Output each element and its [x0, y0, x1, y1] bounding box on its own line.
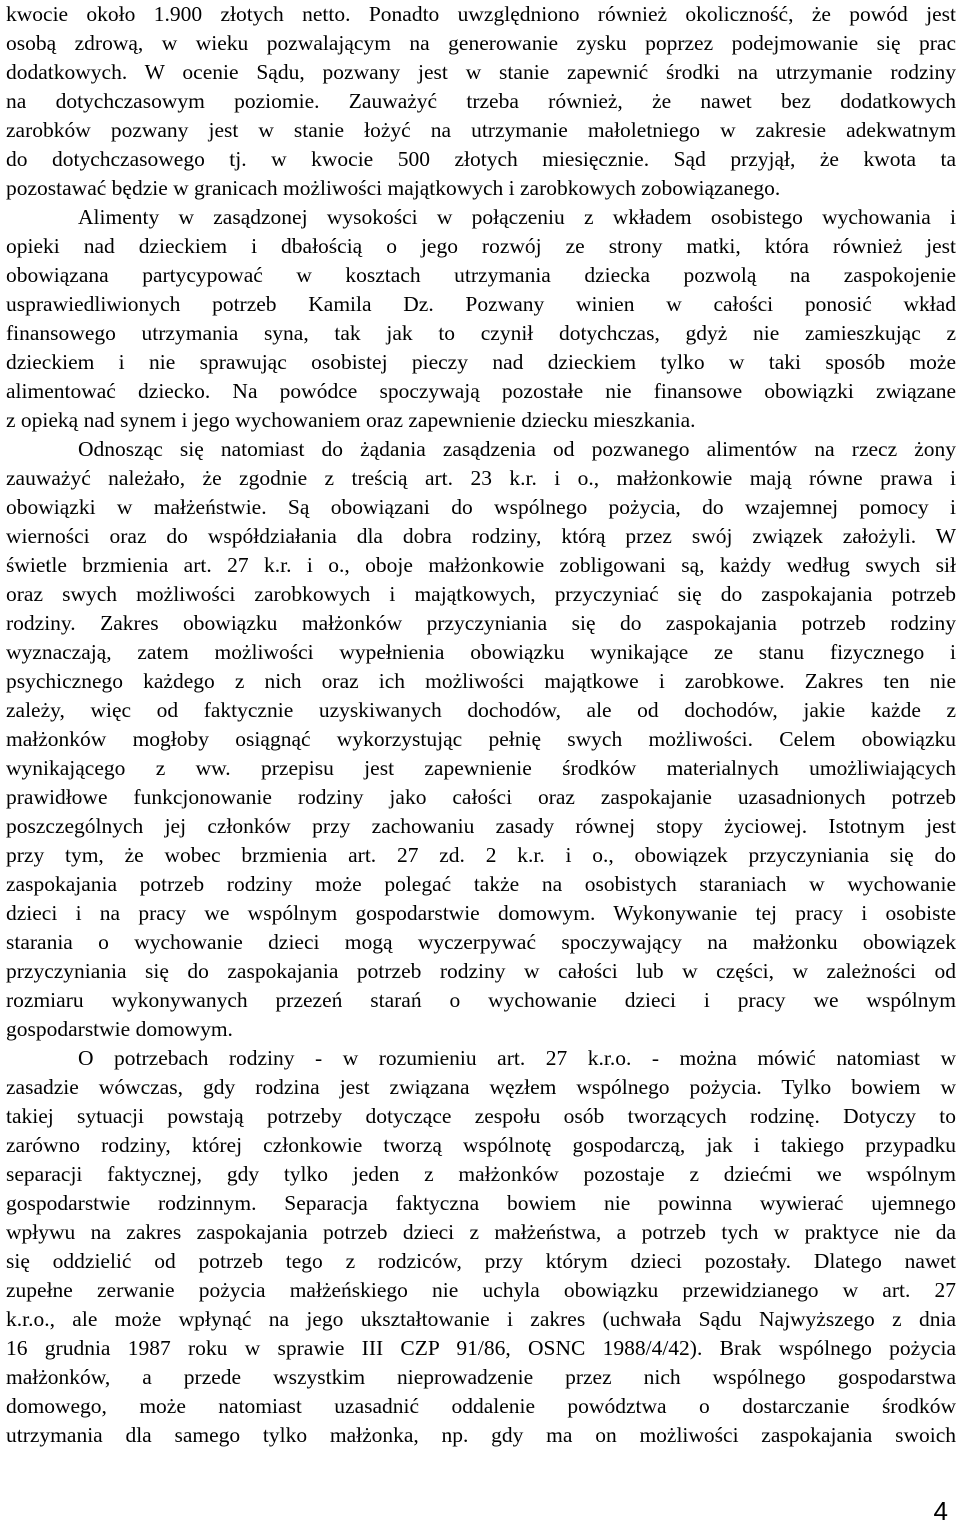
text-line: świetle brzmienia art. 27 k.r. i o., oboje małżonkowie zobligowani są, każdy według swych sił [6, 553, 956, 577]
text-line: małżonków mogłoby osiągnąć wykorzystując pełnię swych możliwości. Celem obowiązku [6, 727, 956, 751]
text-line: wierności oraz do współdziałania dla dobra rodziny, którą przez swój związek założyli. W [6, 524, 956, 548]
text-line: obowiązki w małżeństwie. Są obowiązani do wspólnego pożycia, do wzajemnej pomocy i [6, 495, 956, 519]
text-line: wpływu na zakres zaspokajania potrzeb dzieci z małżeństwa, a potrzeb tych w praktyce nie da [6, 1220, 956, 1244]
text-line: na dotychczasowym poziomie. Zauważyć trzeba również, że nawet bez dodatkowych [6, 89, 956, 113]
paragraph-first-line: Odnosząc się natomiast do żądania zasądzenia od pozwanego alimentów na rzecz żony [78, 437, 956, 461]
paragraph-first-line: O potrzebach rodziny - w rozumieniu art. 27 k.r.o. - można mówić natomiast w [78, 1046, 956, 1070]
text-line: starania o wychowanie dzieci mogą wyczerpywać spoczywający na małżonku obowiązek [6, 930, 956, 954]
text-line: separacji faktycznej, gdy tylko jeden z małżonków pozostaje z dziećmi we wspólnym [6, 1162, 956, 1186]
text-line: prawidłowe funkcjonowanie rodziny jako całości oraz zaspokajanie uzasadnionych potrzeb [6, 785, 956, 809]
text-line: psychicznego każdego z nich oraz ich możliwości majątkowe i zarobkowe. Zakres ten nie [6, 669, 956, 693]
text-line: oraz swych możliwości zarobkowych i majątkowych, przyczyniać się do zaspokajania potrzeb [6, 582, 956, 606]
text-line: gospodarstwie domowym. [6, 1017, 233, 1041]
text-line: domowego, może natomiast uzasadnić oddalenie powództwa o dostarczanie środków [6, 1394, 956, 1418]
text-line: małżonków, a przede wszystkim nieprowadzenie przez nich wspólnego gospodarstwa [6, 1365, 956, 1389]
text-line: zależy, więc od faktycznie uzyskiwanych dochodów, ale od dochodów, jakie każde z [6, 698, 956, 722]
text-line: gospodarstwie rodzinnym. Separacja faktyczna bowiem nie powinna wywierać ujemnego [6, 1191, 956, 1215]
text-line: dzieckiem i nie sprawując osobistej pieczy nad dzieckiem tylko w taki sposób może [6, 350, 956, 374]
text-line: obowiązana partycypować w kosztach utrzymania dziecka pozwolą na zaspokojenie [6, 263, 956, 287]
text-line: się oddzielić od potrzeb tego z rodziców, przy którym dzieci pozostały. Dlatego nawet [6, 1249, 956, 1273]
text-line: zaspokajania potrzeb rodziny może polegać także na osobistych staraniach w wychowanie [6, 872, 956, 896]
text-line: usprawiedliwionych potrzeb Kamila Dz. Pozwany winien w całości ponosić wkład [6, 292, 956, 316]
text-line: finansowego utrzymania syna, tak jak to czynił dotychczas, gdyż nie zamieszkując z [6, 321, 956, 345]
text-line: dodatkowych. W ocenie Sądu, pozwany jest w stanie zapewnić środki na utrzymanie rodziny [6, 60, 956, 84]
text-line: k.r.o., ale może wpłynąć na jego ukształtowanie i zakres (uchwała Sądu Najwyższego z dnia [6, 1307, 956, 1331]
text-line: zupełne zerwanie pożycia małżeńskiego nie uchyla obowiązku przewidzianego w art. 27 [6, 1278, 956, 1302]
text-line: dzieci i na pracy we wspólnym gospodarstwie domowym. Wykonywanie tej pracy i osobiste [6, 901, 956, 925]
page-number: 4 [933, 1496, 948, 1526]
text-line: utrzymania dla samego tylko małżonka, np. gdy ma on możliwości zaspokajania swoich [6, 1423, 956, 1447]
text-line: zarobków pozwany jest w stanie łożyć na utrzymanie małoletniego w zakresie adekwatnym [6, 118, 956, 142]
text-line: przy tym, że wobec brzmienia art. 27 zd. 2 k.r. i o., obowiązek przyczyniania się do [6, 843, 956, 867]
text-line: 16 grudnia 1987 roku w sprawie III CZP 91/86, OSNC 1988/4/42). Brak wspólnego pożycia [6, 1336, 956, 1360]
text-line: rodziny. Zakres obowiązku małżonków przyczyniania się do zaspokajania potrzeb rodziny [6, 611, 956, 635]
text-line: osobą zdrową, w wieku pozwalającym na generowanie zysku poprzez podejmowanie się prac [6, 31, 956, 55]
text-line: rozmiaru wykonywanych przezeń starań o wychowanie dzieci i pracy we wspólnym [6, 988, 956, 1012]
text-line: alimentować dziecko. Na powódce spoczywają pozostałe nie finansowe obowiązki związane [6, 379, 956, 403]
text-line: z opieką nad synem i jego wychowaniem oraz zapewnienie dziecku mieszkania. [6, 408, 696, 432]
text-line: do dotychczasowego tj. w kwocie 500 złotych miesięcznie. Sąd przyjął, że kwota ta [6, 147, 956, 171]
text-line: takiej sytuacji powstają potrzeby dotyczące zespołu osób tworzących rodzinę. Dotyczy to [6, 1104, 956, 1128]
text-line: opieki nad dzieckiem i dbałością o jego rozwój ze strony matki, która również jest [6, 234, 956, 258]
text-line: wyznaczają, zatem możliwości wypełnienia obowiązku wynikające ze stanu fizycznego i [6, 640, 956, 664]
text-line: pozostawać będzie w granicach możliwości majątkowych i zarobkowych zobowiązanego. [6, 176, 781, 200]
text-line: zarówno rodziny, której członkowie tworzą wspólnotę gospodarczą, jak i takiego przypadku [6, 1133, 956, 1157]
paragraph-first-line: Alimenty w zasądzonej wysokości w połączeniu z wkładem osobistego wychowania i [78, 205, 956, 229]
text-line: zauważyć należało, że zgodnie z treścią art. 23 k.r. i o., małżonkowie mają równe prawa i [6, 466, 956, 490]
text-line: poszczególnych jej członków przy zachowaniu zasady równej stopy życiowej. Istotnym jest [6, 814, 956, 838]
text-line: kwocie około 1.900 złotych netto. Ponadto uwzględniono również okoliczność, że powód jest [6, 2, 956, 26]
document-body [6, 0, 956, 1450]
text-line: zasadzie wówczas, gdy rodzina jest związana węzłem wspólnego pożycia. Tylko bowiem w [6, 1075, 956, 1099]
text-line: wynikającego z ww. przepisu jest zapewnienie środków materialnych umożliwiających [6, 756, 956, 780]
text-line: przyczyniania się do zaspokajania potrzeb rodziny w całości lub w części, w zależności od [6, 959, 956, 983]
